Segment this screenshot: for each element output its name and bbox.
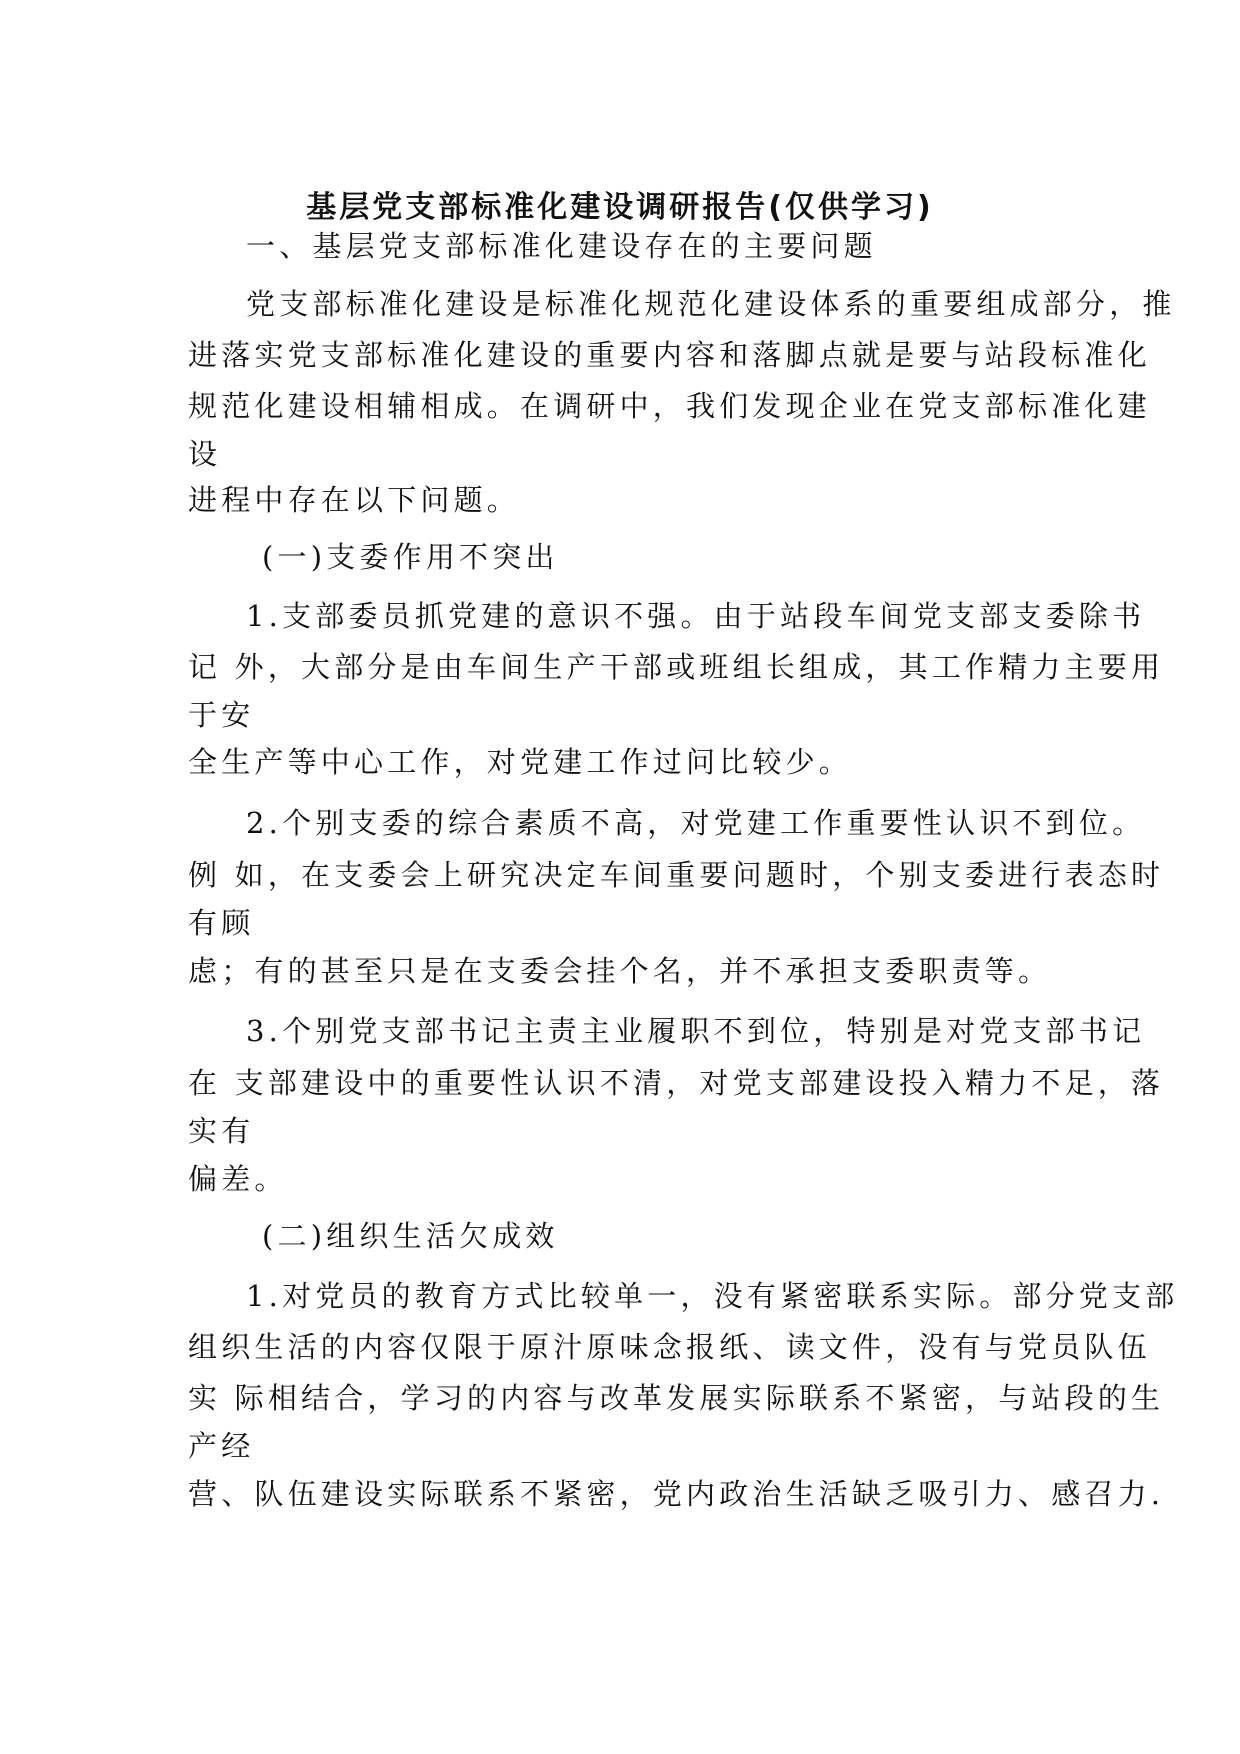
paragraph-line: 规范化建设相辅相成。在调研中，我们发现企业在党支部标准化建 [188, 389, 1151, 423]
subsection-heading: (一)支委作用不突出 [262, 540, 559, 574]
paragraph-line: 在 支部建设中的重要性认识不清，对党支部建设投入精力不足，落 [188, 1066, 1165, 1100]
paragraph-line: 例 如，在支委会上研究决定车间重要问题时，个别支委进行表态时 [188, 858, 1165, 892]
paragraph-line: 营、队伍建设实际联系不紧密，党内政治生活缺乏吸引力、感召力. [188, 1477, 1165, 1511]
paragraph-line: 有顾 [188, 906, 255, 940]
paragraph-line: 1.对党员的教育方式比较单一，没有紧密联系实际。部分党支部 [246, 1279, 1179, 1313]
paragraph-line: 3.个别党支部书记主责主业履职不到位，特别是对党支部书记 [246, 1014, 1146, 1048]
paragraph-line: 虑；有的甚至只是在支委会挂个名，并不承担支委职责等。 [188, 954, 1052, 988]
paragraph-line: 1.支部委员抓党建的意识不强。由于站段车间党支部支委除书 [246, 599, 1146, 633]
paragraph-line: 于安 [188, 698, 255, 732]
subsection-heading: (二)组织生活欠成效 [262, 1219, 559, 1253]
paragraph-line: 组织生活的内容仅限于原汁原味念报纸、读文件，没有与党员队伍 [188, 1330, 1151, 1364]
section-heading: 一、基层党支部标准化建设存在的主要问题 [246, 229, 877, 263]
paragraph-line: 实 际相结合，学习的内容与改革发展实际联系不紧密，与站段的生 [188, 1381, 1165, 1415]
paragraph-line: 偏差。 [188, 1162, 288, 1196]
paragraph-line: 党支部标准化建设是标准化规范化建设体系的重要组成部分，推 [246, 287, 1176, 321]
document-title: 基层党支部标准化建设调研报告(仅供学习) [306, 190, 934, 225]
paragraph-line: 实有 [188, 1114, 255, 1148]
paragraph-line: 全生产等中心工作，对党建工作过问比较少。 [188, 745, 853, 779]
paragraph-line: 进程中存在以下问题。 [188, 483, 521, 517]
paragraph-line: 进落实党支部标准化建设的重要内容和落脚点就是要与站段标准化 [188, 338, 1151, 372]
paragraph-line: 2.个别支委的综合素质不高，对党建工作重要性认识不到位。 [246, 806, 1146, 840]
paragraph-line: 记 外，大部分是由车间生产干部或班组长组成，其工作精力主要用 [188, 650, 1165, 684]
paragraph-line: 产经 [188, 1429, 255, 1463]
paragraph-line: 设 [188, 437, 222, 471]
